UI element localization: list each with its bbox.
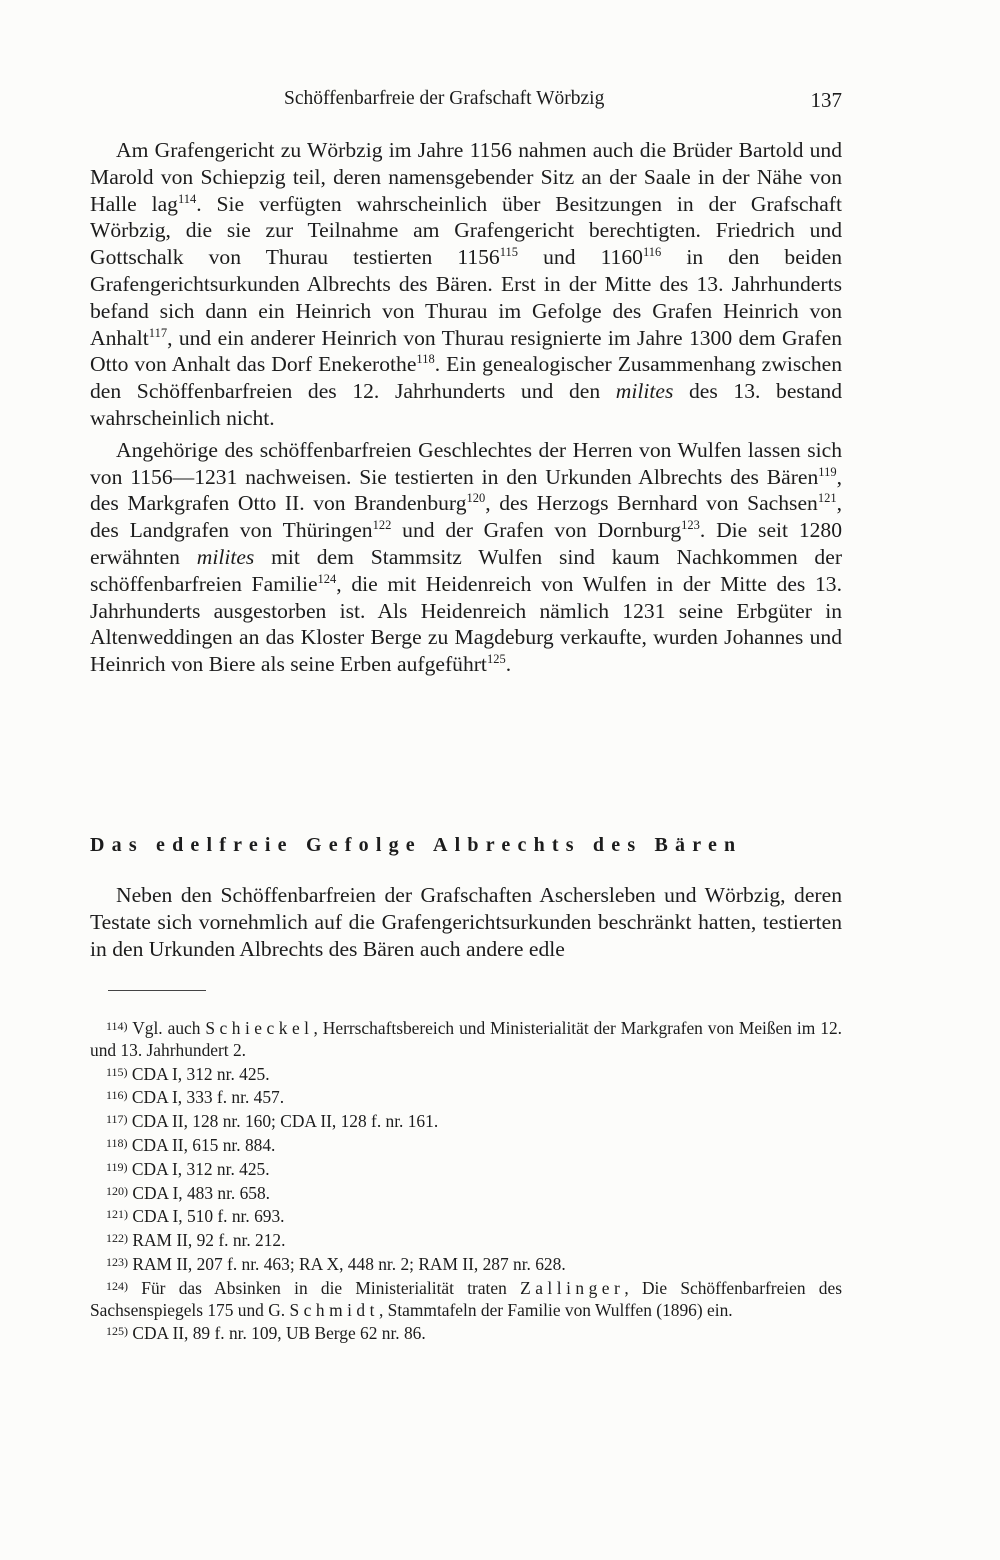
footnote-ref-125: 125 <box>486 652 506 667</box>
footnote-mark: 116) <box>106 1088 128 1103</box>
footnote-mark: 122) <box>106 1231 128 1246</box>
footnote-text: , Herrschaftsbereich und Ministerialität der Markgrafen von Meißen im 12. und 13. Jahrhundert 2. <box>90 1018 842 1060</box>
italic-term: milites <box>615 379 674 404</box>
text-run: des 13. bestand wahrscheinlich nicht. <box>90 379 842 430</box>
footnote-mark: 114) <box>106 1019 128 1033</box>
footnote-mark: 117) <box>106 1112 128 1127</box>
text-run: und 1160 <box>518 245 643 270</box>
footnote-ref-119: 119 <box>818 464 837 479</box>
paragraph-wulfen <box>90 437 842 678</box>
page-number: 137 <box>810 88 842 112</box>
footnote-text: Für das Absinken in die Ministerialität traten <box>128 1277 521 1298</box>
footnote-text: CDA II, 128 nr. 160; CDA II, 128 f. nr. 161. <box>127 1111 439 1132</box>
footnote-118 <box>90 1133 842 1157</box>
text-run: , die mit Heidenreich von Wulfen in der Mitte des 13. Jahrhunderts ausgestorben ist. Als Heidenreich nämlich 1231 seine Erbgüter in Altenweddingen an das Kloster Berge zu Magdeburg verkaufte, wurden Johannes und Heinrich von Biere als seine Erben aufgeführt <box>90 571 842 677</box>
footnote-121 <box>90 1204 842 1228</box>
footnote-mark: 118) <box>106 1135 128 1150</box>
footnote-ref-123: 123 <box>681 518 700 533</box>
footnote-116 <box>90 1085 842 1109</box>
footnote-text: CDA I, 312 nr. 425. <box>127 1063 270 1084</box>
footnote-120 <box>90 1181 842 1205</box>
footnote-text: CDA II, 615 nr. 884. <box>127 1134 276 1155</box>
text-run: , des Markgrafen Otto II. von Brandenburg <box>90 464 842 516</box>
footnote-ref-121: 121 <box>817 491 837 506</box>
text-run: und der Grafen von Dornburg <box>391 518 682 543</box>
footnote-text: CDA I, 333 f. nr. 457. <box>127 1087 285 1108</box>
running-title: Schöffenbarfreie der Grafschaft Wörbzig <box>284 88 605 109</box>
text-run: . <box>505 652 512 677</box>
footnote-mark: 124) <box>106 1278 128 1293</box>
footnote-mark: 120) <box>106 1183 128 1198</box>
body-text <box>90 137 842 678</box>
footnote-mark: 115) <box>106 1064 128 1079</box>
footnote-divider <box>108 990 206 991</box>
paragraph-schiepzig-thurau <box>90 137 842 432</box>
footnote-ref-118: 118 <box>416 352 435 367</box>
footnote-ref-114: 114 <box>177 191 197 206</box>
section-edelfreie-gefolge <box>90 832 842 962</box>
text-run: . Sie verfügten wahrscheinlich über Besitzungen in der Grafschaft Wörbzig, die sie zur Teilnahme am Grafengericht berechtigten. Friedrich und Gottschalk von Thurau testierten 1156 <box>90 191 842 270</box>
text-run: . Ein genealogischer Zusammenhang zwischen den Schöffenbarfreien des 12. Jahrhunderts und den <box>90 352 843 404</box>
text-run: . Die seit 1280 erwähnten <box>90 518 843 569</box>
footnote-115 <box>90 1062 842 1086</box>
footnote-author: Schieckel <box>205 1018 314 1038</box>
section-paragraph: Neben den Schöffenbarfreien der Grafschaften Aschersleben und Wörbzig, deren Testate sich vornehmlich auf die Grafengerichtsurkunden beschränkt hatten, testierten in den Urkunden Albrechts des Bären auch andere edle <box>90 883 842 961</box>
footnote-ref-122: 122 <box>372 518 392 533</box>
footnote-author: Schmidt <box>289 1299 379 1320</box>
text-run: Angehörige des schöffenbarfreien Geschlechtes der Herren von Wulfen lassen sich von 1156—1231 nachweisen. Sie testierten in den Urkunden Albrechts des Bären <box>90 437 842 489</box>
footnote-text: CDA I, 510 f. nr. 693. <box>128 1206 285 1227</box>
text-run: mit dem Stammsitz Wulfen sind kaum Nachkommen der schöffenbarfreien Familie <box>90 544 843 596</box>
footnote-mark: 119) <box>106 1159 128 1174</box>
footnote-125 <box>90 1321 842 1345</box>
footnote-ref-117: 117 <box>148 325 168 340</box>
footnote-author: Zallinger <box>520 1277 625 1298</box>
footnote-text: , Die Schöffenbarfreien des Sachsenspiegels 175 und G. <box>90 1277 842 1320</box>
footnote-122 <box>90 1228 842 1252</box>
footnote-mark: 121) <box>106 1207 128 1222</box>
footnote-mark: 125) <box>106 1324 128 1339</box>
text-run: , des Herzogs Bernhard von Sachsen <box>485 491 818 516</box>
footnote-ref-124: 124 <box>317 571 337 586</box>
footnote-text: CDA I, 483 nr. 658. <box>128 1182 271 1203</box>
footnote-text: RAM II, 207 f. nr. 463; RA X, 448 nr. 2; RAM II, 287 nr. 628. <box>128 1253 566 1274</box>
footnotes <box>90 1016 842 1345</box>
footnote-ref-115: 115 <box>499 245 519 260</box>
footnote-text: Vgl. auch <box>127 1018 206 1038</box>
footnote-123 <box>90 1252 842 1276</box>
italic-term: milites <box>196 544 255 569</box>
footnote-text: CDA II, 89 f. nr. 109, UB Berge 62 nr. 86. <box>128 1323 426 1344</box>
footnote-text: CDA I, 312 nr. 425. <box>127 1158 270 1179</box>
section-heading: Das edelfreie Gefolge Albrechts des Bären <box>90 834 743 856</box>
text-run: , des Landgrafen von Thüringen <box>90 491 842 543</box>
footnote-117 <box>90 1109 842 1133</box>
footnote-124 <box>90 1276 842 1322</box>
text-run: in den beiden Grafengerichtsurkunden Albrechts des Bären. Erst in der Mitte des 13. Jahrhunderts befand sich dann ein Heinrich von Thurau im Gefolge des Grafen Heinrich von Anhalt <box>90 245 842 350</box>
running-head <box>90 88 842 118</box>
footnote-ref-116: 116 <box>642 245 662 260</box>
footnote-119 <box>90 1157 842 1181</box>
text-run: , und ein anderer Heinrich von Thurau resignierte im Jahre 1300 dem Grafen Otto von Anhalt das Dorf Enekerothe <box>90 325 842 377</box>
book-page <box>90 0 842 1560</box>
text-run: Am Grafengericht zu Wörbzig im Jahre 1156 nahmen auch die Brüder Bartold und Marold von Schiepzig teil, deren namensgebender Sitz an der Saale in der Nähe von Halle lag <box>90 138 842 216</box>
footnote-text: RAM II, 92 f. nr. 212. <box>128 1230 286 1251</box>
footnote-text: , Stammtafeln der Familie von Wulffen (1896) ein. <box>378 1299 733 1320</box>
footnote-mark: 123) <box>106 1254 128 1269</box>
footnote-114 <box>90 1016 842 1062</box>
footnote-ref-120: 120 <box>466 491 486 506</box>
